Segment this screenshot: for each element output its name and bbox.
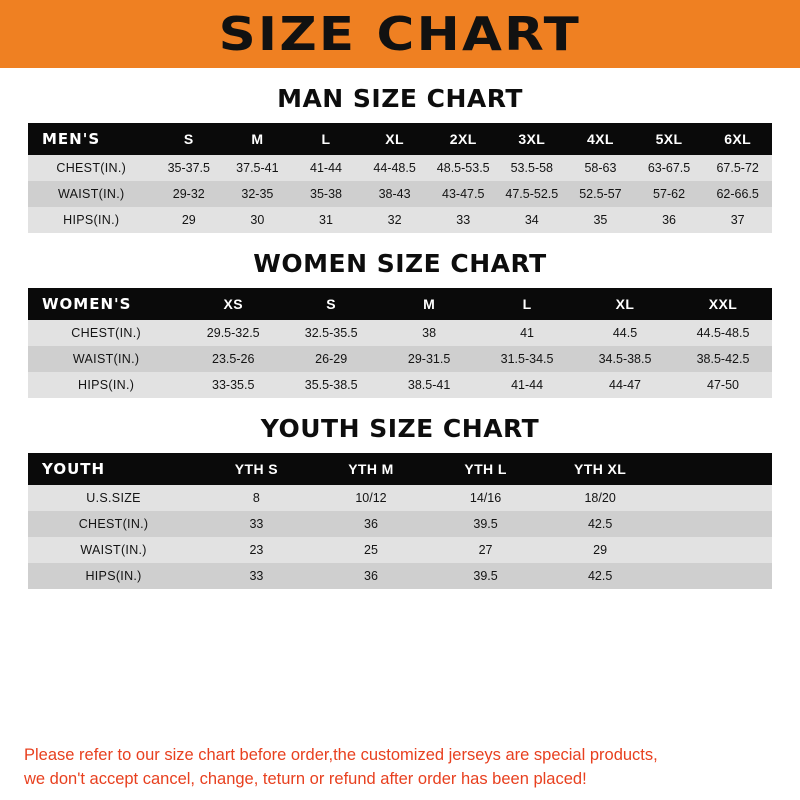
table-cell: 27 (428, 537, 543, 563)
table-row (28, 372, 772, 398)
table-cell: 52.5-57 (566, 181, 635, 207)
table-cell: 37.5-41 (223, 155, 292, 181)
column-header: 5XL (635, 123, 704, 155)
column-header: YOUTH (28, 453, 199, 485)
table-cell: 44.5-48.5 (674, 320, 772, 346)
table-cell: 34.5-38.5 (576, 346, 674, 372)
column-header: M (223, 123, 292, 155)
table-cell: 58-63 (566, 155, 635, 181)
row-header: CHEST(IN.) (28, 511, 199, 537)
table-cell: 39.5 (428, 563, 543, 589)
table-cell: 44.5 (576, 320, 674, 346)
table-cell: 47.5-52.5 (498, 181, 567, 207)
table-cell: 53.5-58 (498, 155, 567, 181)
row-header: WAIST(IN.) (28, 181, 154, 207)
table-cell: 35-37.5 (154, 155, 223, 181)
table-cell: 31.5-34.5 (478, 346, 576, 372)
table-cell: 38-43 (360, 181, 429, 207)
table-cell: 42.5 (543, 511, 658, 537)
table-cell: 38 (380, 320, 478, 346)
table-cell: 29 (154, 207, 223, 233)
table-row (28, 537, 772, 563)
table-cell: 32 (360, 207, 429, 233)
table-cell: 29-32 (154, 181, 223, 207)
table-row (28, 563, 772, 589)
column-header: XXL (674, 288, 772, 320)
table-cell: 35.5-38.5 (282, 372, 380, 398)
table-cell: 23 (199, 537, 314, 563)
row-header: WAIST(IN.) (28, 537, 199, 563)
table-cell: 31 (292, 207, 361, 233)
table-cell: 41-44 (478, 372, 576, 398)
page-banner (0, 0, 800, 68)
women-size-table (28, 288, 772, 398)
column-header: MEN'S (28, 123, 154, 155)
men-size-table (28, 123, 772, 233)
table-cell: 44-47 (576, 372, 674, 398)
row-header: HIPS(IN.) (28, 207, 154, 233)
table-row (28, 181, 772, 207)
section-title-men: MAN SIZE CHART (277, 84, 523, 113)
row-header: U.S.SIZE (28, 485, 199, 511)
table-row (28, 346, 772, 372)
table-row (28, 155, 772, 181)
row-header: HIPS(IN.) (28, 563, 199, 589)
table-cell: 25 (314, 537, 429, 563)
column-header: YTH M (314, 453, 429, 485)
section-title-women: WOMEN SIZE CHART (253, 249, 547, 278)
table-header-row (28, 288, 772, 320)
table-cell-empty (657, 485, 772, 511)
table-cell: 10/12 (314, 485, 429, 511)
table-cell: 38.5-42.5 (674, 346, 772, 372)
table-cell: 33-35.5 (184, 372, 282, 398)
column-header: XL (576, 288, 674, 320)
table-cell: 29-31.5 (380, 346, 478, 372)
table-cell-empty (657, 511, 772, 537)
table-cell: 32-35 (223, 181, 292, 207)
column-header: XS (184, 288, 282, 320)
table-cell: 41 (478, 320, 576, 346)
column-header: 3XL (498, 123, 567, 155)
column-header: YTH L (428, 453, 543, 485)
table-cell: 33 (199, 511, 314, 537)
row-header: CHEST(IN.) (28, 320, 184, 346)
column-header: L (478, 288, 576, 320)
table-cell-empty (657, 537, 772, 563)
section-youth (0, 414, 800, 589)
column-header: 4XL (566, 123, 635, 155)
column-header: 6XL (703, 123, 772, 155)
table-cell: 37 (703, 207, 772, 233)
column-header: L (292, 123, 361, 155)
column-header: M (380, 288, 478, 320)
page-title: SIZE CHART (218, 7, 582, 61)
table-cell: 33 (429, 207, 498, 233)
table-row (28, 485, 772, 511)
note-line-1: Please refer to our size chart before order,the customized jerseys are special products, (24, 746, 658, 765)
row-header: HIPS(IN.) (28, 372, 184, 398)
table-cell: 48.5-53.5 (429, 155, 498, 181)
table-cell: 32.5-35.5 (282, 320, 380, 346)
table-cell: 42.5 (543, 563, 658, 589)
table-row (28, 511, 772, 537)
column-header: YTH XL (543, 453, 658, 485)
column-header: XL (360, 123, 429, 155)
table-header-row (28, 123, 772, 155)
table-header-row (28, 453, 772, 485)
table-cell: 18/20 (543, 485, 658, 511)
column-header: YTH S (199, 453, 314, 485)
table-cell: 57-62 (635, 181, 704, 207)
table-cell: 47-50 (674, 372, 772, 398)
table-cell: 36 (314, 511, 429, 537)
section-men (0, 84, 800, 233)
table-cell: 30 (223, 207, 292, 233)
table-cell: 62-66.5 (703, 181, 772, 207)
table-row (28, 207, 772, 233)
table-cell: 34 (498, 207, 567, 233)
table-cell: 36 (314, 563, 429, 589)
table-cell-empty (657, 563, 772, 589)
row-header: CHEST(IN.) (28, 155, 154, 181)
table-cell: 29 (543, 537, 658, 563)
row-header: WAIST(IN.) (28, 346, 184, 372)
table-cell: 67.5-72 (703, 155, 772, 181)
table-cell: 41-44 (292, 155, 361, 181)
column-header: 2XL (429, 123, 498, 155)
column-header-empty (657, 453, 772, 485)
column-header: S (282, 288, 380, 320)
table-cell: 35-38 (292, 181, 361, 207)
table-cell: 29.5-32.5 (184, 320, 282, 346)
table-cell: 33 (199, 563, 314, 589)
table-cell: 14/16 (428, 485, 543, 511)
section-title-youth: YOUTH SIZE CHART (260, 414, 540, 443)
table-row (28, 320, 772, 346)
order-policy-note (0, 744, 800, 792)
table-cell: 63-67.5 (635, 155, 704, 181)
table-cell: 44-48.5 (360, 155, 429, 181)
table-cell: 43-47.5 (429, 181, 498, 207)
table-cell: 26-29 (282, 346, 380, 372)
column-header: WOMEN'S (28, 288, 184, 320)
table-cell: 23.5-26 (184, 346, 282, 372)
note-line-2: we don't accept cancel, change, teturn or refund after order has been placed! (24, 770, 587, 789)
table-cell: 39.5 (428, 511, 543, 537)
table-cell: 36 (635, 207, 704, 233)
section-women (0, 249, 800, 398)
table-cell: 8 (199, 485, 314, 511)
youth-size-table (28, 453, 772, 589)
table-cell: 35 (566, 207, 635, 233)
column-header: S (154, 123, 223, 155)
table-cell: 38.5-41 (380, 372, 478, 398)
